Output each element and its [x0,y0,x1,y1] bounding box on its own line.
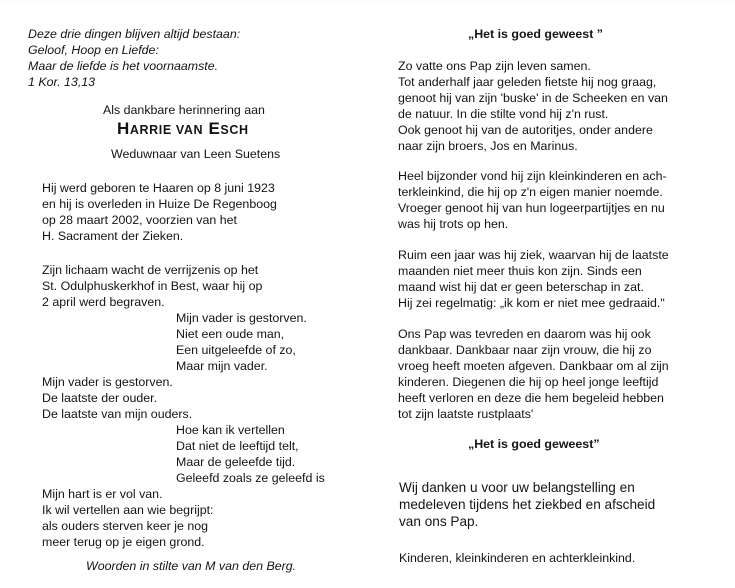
paragraph-line: heeft verloren en deze die hem begeleid hebben [398,391,664,405]
paragraph-line: kinderen. Diegenen die hij op heel jonge leeftijd [398,375,659,389]
poem-line: Ik wil vertellen aan wie begrijpt: [42,503,214,517]
paragraph-line: dankbaar. Dankbaar naar zijn vrouw, die hij zo [398,343,652,357]
bio-line: Hij werd geboren te Haaren op 8 juni 1923 [42,181,275,195]
paragraph-line: de natuur. In die stilte vond hij z'n rust. [398,107,609,121]
paragraph-line: Ruim een jaar was hij ziek, waarvan hij de laatste [398,248,669,262]
poem-line: Maar mijn vader. [176,359,268,373]
name-initial: E [208,119,221,138]
paragraph-line: Hij zei regelmatig: „ik kom er niet mee gedraaid." [398,296,665,310]
verse-reference: 1 Kor. 13,13 [28,75,96,89]
poem-line: Niet een oude man, [176,327,285,341]
paragraph-line: Zo vatte ons Pap zijn leven samen. [398,59,591,73]
poem-line: De laatste der ouder. [42,391,158,405]
poem-line: Mijn vader is gestorven. [42,375,173,389]
memorial-intro: Als dankbare herinnering aan [103,103,265,117]
poem-line: Mijn hart is er vol van. [42,487,163,501]
poem-line: als ouders sterven keer je nog [42,519,208,533]
thanks-line: Wij danken u voor uw belangstelling en [399,480,635,495]
paragraph-line: Tot anderhalf jaar geleden fietste hij nog graag, [398,75,657,89]
paragraph-line: Heel bijzonder vond hij zijn kleinkinderen en ach- [398,169,667,183]
paragraph-line: maand wist hij dat er geen beterschap in zat. [398,280,644,294]
poem-line: De laatste van mijn ouders. [42,407,193,421]
card-top-edge [0,0,735,5]
section-heading: „Het is goed geweest ” [468,27,603,41]
burial-line: 2 april werd begraven. [42,295,165,309]
deceased-name [117,121,249,139]
poem-line: Geleefd zoals ze geleefd is [176,471,325,485]
verse-line: Maar de liefde is het voornaamste. [28,59,219,73]
family-signature: Kinderen, kleinkinderen en achterkleinkind. [399,551,636,565]
verse-line: Deze drie dingen blijven altijd bestaan: [28,27,241,41]
paragraph-line: vroeg heeft moeten afgeven. Dankbaar om al zijn [398,359,669,373]
paragraph-line: terkleinkind, die hij op z'n eigen manier noemde. [398,185,663,199]
name-smallcaps: SCH [220,123,249,137]
paragraph-line: genoot hij van zijn 'buske' in de Scheeken en van [398,91,668,105]
paragraph-line: naar zijn broers, Jos en Marinus. [398,139,578,153]
section-heading: „Het is goed geweest” [468,437,600,451]
poem-line: Mijn vader is gestorven. [176,311,307,325]
widower-subtitle: Weduwnaar van Leen Suetens [111,147,281,161]
bio-line: op 28 maart 2002, voorzien van het [42,213,237,227]
poem-line: meer terug op je eigen grond. [42,535,205,549]
paragraph-line: Ook genoot hij van de autoritjes, onder andere [398,123,653,137]
paragraph-line: tot zijn laatste rustplaats' [398,407,534,421]
thanks-line: van ons Pap. [399,514,479,529]
burial-line: St. Odulphuskerkhof in Best, waar hij op [42,279,263,293]
paragraph-line: was hij trots op hen. [398,217,509,231]
poem-line: Een uitgeleefde of zo, [176,343,296,357]
paragraph-line: maanden niet meer thuis kon zijn. Sinds een [398,264,642,278]
name-smallcaps: ARRIE VAN [129,123,204,137]
poem-credit: Woorden in stilte van M van den Berg. [86,559,297,573]
burial-line: Zijn lichaam wacht de verrijzenis op het [42,263,259,277]
paragraph-line: Vroeger genoot hij van hun logeerpartijtjes en nu [398,201,665,215]
poem-line: Dat niet de leeftijd telt, [176,439,299,453]
verse-line: Geloof, Hoop en Liefde: [28,43,159,57]
name-initial: H [117,119,130,138]
paragraph-line: Ons Pap was tevreden en daarom was hij ook [398,327,651,341]
poem-line: Maar de geleefde tijd. [176,455,296,469]
bio-line: en hij is overleden in Huize De Regenboog [42,197,277,211]
bio-line: H. Sacrament der Zieken. [42,229,184,243]
thanks-line: medeleven tijdens het ziekbed en afscheid [399,497,656,512]
poem-line: Hoe kan ik vertellen [176,423,285,437]
